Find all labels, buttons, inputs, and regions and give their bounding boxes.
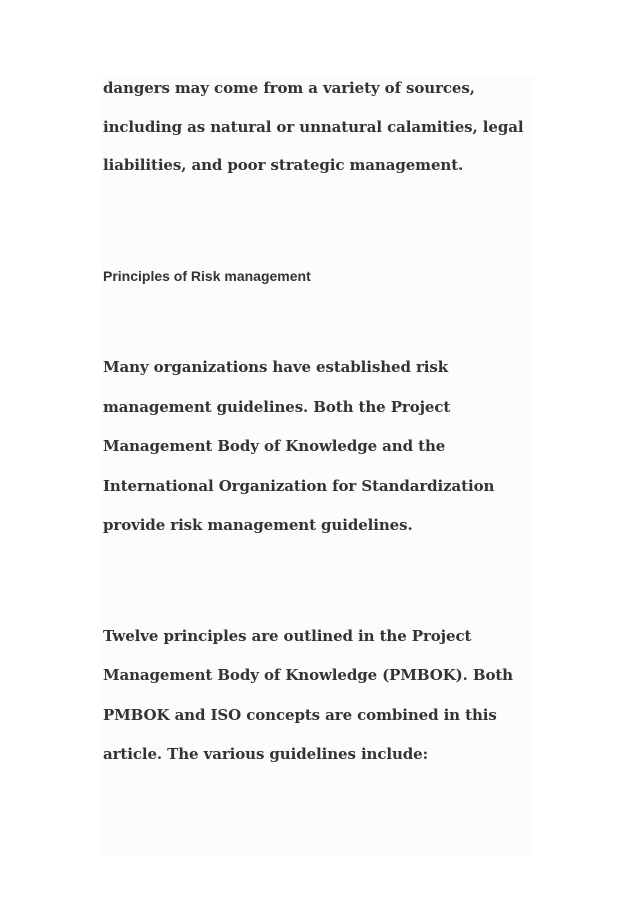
paragraph1-line-1: Many organizations have established risk: [103, 358, 448, 376]
paragraph2-line-3: PMBOK and ISO concepts are combined in this: [103, 706, 497, 724]
paragraph2-line-2: Management Body of Knowledge (PMBOK). Both: [103, 666, 513, 684]
intro-line-2: including as natural or unnatural calamities, legal: [103, 118, 524, 136]
section-heading: Principles of Risk management: [103, 268, 311, 284]
intro-line-1: dangers may come from a variety of sources,: [103, 79, 475, 97]
paragraph2-line-1: Twelve principles are outlined in the Project: [103, 627, 472, 645]
intro-line-3: liabilities, and poor strategic management.: [103, 156, 464, 174]
paragraph2-line-4: article. The various guidelines include:: [103, 745, 429, 763]
paragraph1-line-5: provide risk management guidelines.: [103, 516, 413, 534]
paragraph1-line-4: International Organization for Standardization: [103, 477, 495, 495]
paragraph1-line-2: management guidelines. Both the Project: [103, 398, 451, 416]
document-page: [102, 77, 534, 855]
paragraph1-line-3: Management Body of Knowledge and the: [103, 437, 446, 455]
